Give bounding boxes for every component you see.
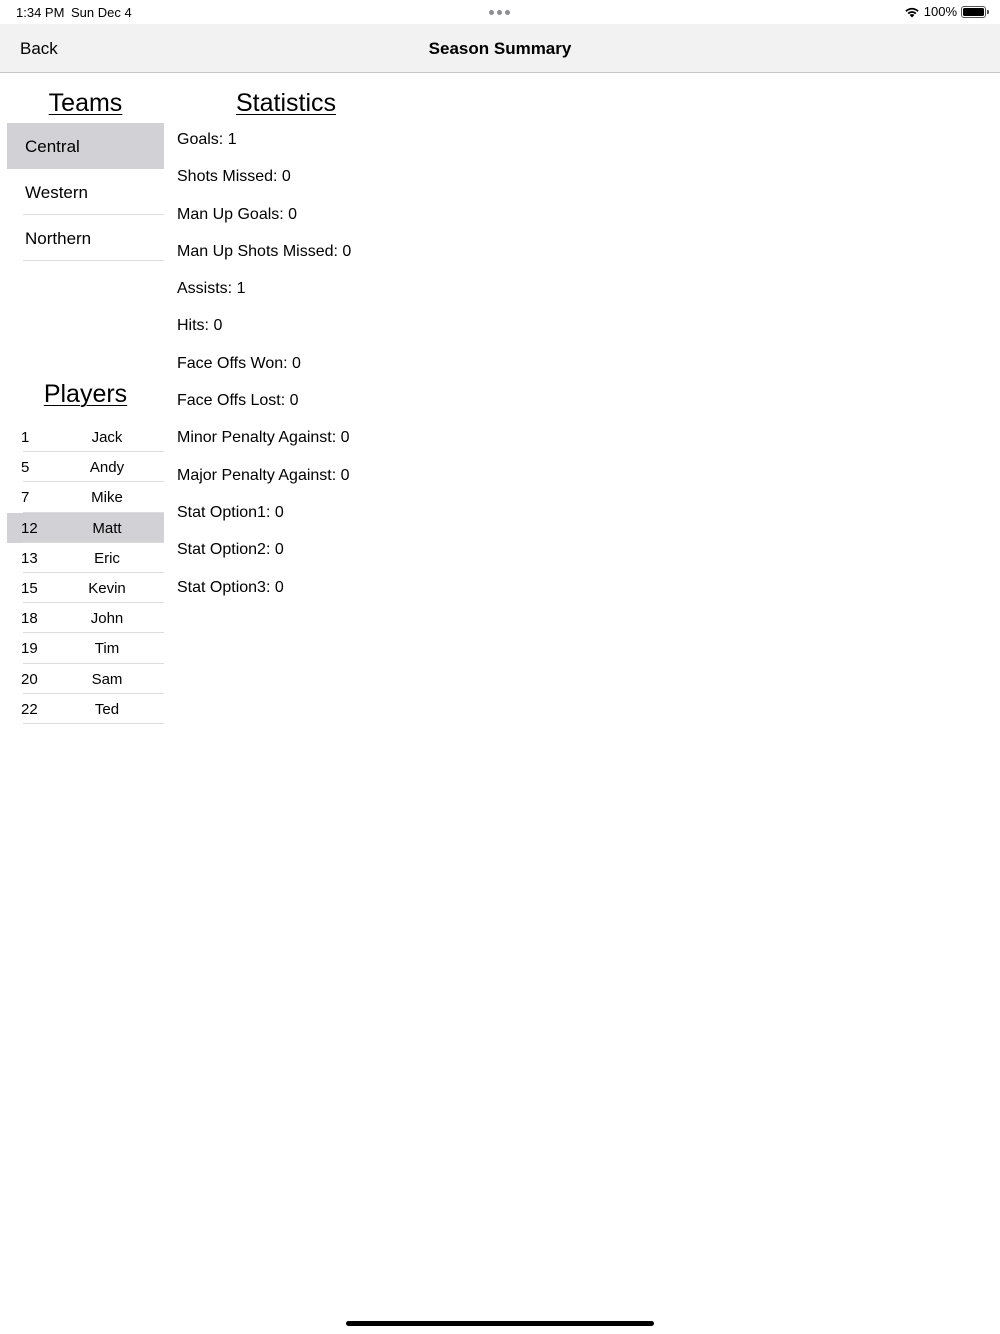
battery-percentage: 100% <box>923 4 957 19</box>
player-number: 13 <box>21 549 38 567</box>
stat-assists: Assists: 1 <box>177 280 246 298</box>
battery-icon <box>961 6 986 18</box>
statistics-list <box>177 131 351 616</box>
home-indicator[interactable] <box>346 1321 654 1326</box>
stat-face-offs-won: Face Offs Won: 0 <box>177 354 301 372</box>
statistics-header: Statistics <box>236 89 337 117</box>
wifi-icon <box>904 6 920 18</box>
player-number: 15 <box>21 579 38 597</box>
player-row[interactable] <box>7 573 164 603</box>
player-name: Tim <box>94 640 120 658</box>
player-name: Andy <box>89 459 125 477</box>
team-label: Central <box>25 137 80 156</box>
player-row[interactable] <box>7 543 164 573</box>
player-name: Mike <box>91 489 123 507</box>
multitask-dots-icon[interactable] <box>489 10 510 15</box>
player-number: 12 <box>21 519 38 537</box>
player-name: Jack <box>91 429 123 446</box>
player-name: Eric <box>94 549 120 567</box>
player-number: 18 <box>21 610 38 628</box>
player-row[interactable] <box>7 482 164 512</box>
stat-face-offs-lost: Face Offs Lost: 0 <box>177 392 299 410</box>
player-row[interactable] <box>7 603 164 633</box>
player-number: 19 <box>21 640 38 658</box>
teams-list <box>7 123 164 261</box>
stat-option1: Stat Option1: 0 <box>177 503 284 521</box>
stat-option2: Stat Option2: 0 <box>177 541 284 559</box>
teams-header: Teams <box>48 89 123 117</box>
player-row[interactable] <box>7 422 164 452</box>
player-name: Matt <box>92 519 122 537</box>
player-row[interactable] <box>7 694 164 724</box>
stat-hits: Hits: 0 <box>177 317 223 335</box>
page-title: Season Summary <box>428 39 572 58</box>
players-list <box>7 422 164 724</box>
player-number: 22 <box>21 700 38 718</box>
player-number: 1 <box>21 429 30 446</box>
team-row-western[interactable] <box>7 169 164 215</box>
player-name: Kevin <box>88 579 126 597</box>
team-row-northern[interactable] <box>7 215 164 261</box>
status-time: 1:34 PM <box>16 5 65 20</box>
player-row[interactable] <box>7 452 164 482</box>
stat-option3: Stat Option3: 0 <box>177 578 284 596</box>
back-button[interactable]: Back <box>20 39 58 58</box>
player-name: Sam <box>91 670 123 688</box>
stat-minor-penalty-against: Minor Penalty Against: 0 <box>177 429 350 447</box>
stat-man-up-goals: Man Up Goals: 0 <box>177 205 298 223</box>
status-date: Sun Dec 4 <box>71 5 132 20</box>
status-bar <box>0 0 1000 24</box>
player-row[interactable] <box>7 664 164 694</box>
stat-shots-missed: Shots Missed: 0 <box>177 168 291 186</box>
stat-goals: Goals: 1 <box>177 131 237 148</box>
player-name: John <box>90 610 124 628</box>
player-name: Ted <box>94 700 120 718</box>
player-row[interactable] <box>7 633 164 663</box>
players-header: Players <box>43 380 128 408</box>
status-indicators <box>904 4 986 19</box>
player-row[interactable] <box>7 513 164 543</box>
navigation-bar <box>0 24 1000 73</box>
player-number: 7 <box>21 489 30 507</box>
team-label: Northern <box>25 229 92 248</box>
team-row-central[interactable] <box>7 123 164 169</box>
player-number: 5 <box>21 459 30 477</box>
stat-major-penalty-against: Major Penalty Against: 0 <box>177 466 350 484</box>
team-label: Western <box>25 183 88 202</box>
stat-man-up-shots-missed: Man Up Shots Missed: 0 <box>177 242 352 260</box>
player-number: 20 <box>21 670 38 688</box>
